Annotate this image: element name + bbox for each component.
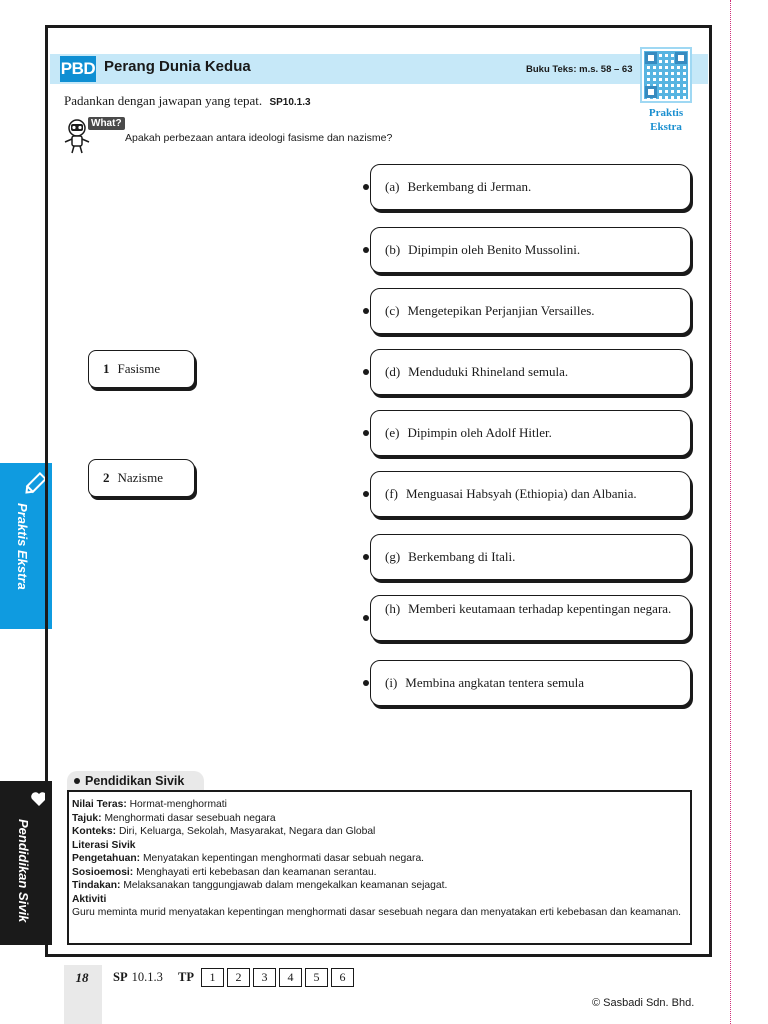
option-text: Membina angkatan tentera semula: [405, 675, 584, 691]
copyright: © Sasbadi Sdn. Bhd.: [592, 997, 695, 1009]
tp-level-box[interactable]: 4: [279, 968, 302, 987]
term-label: Fasisme: [117, 361, 161, 376]
civic-label: Tindakan:: [72, 880, 121, 891]
page-number: 18: [75, 970, 89, 985]
option-c[interactable]: [370, 288, 691, 334]
option-letter: (i): [385, 675, 398, 691]
connector-dot[interactable]: [363, 615, 369, 621]
civic-label: Sosioemosi:: [72, 866, 134, 878]
connector-dot[interactable]: [363, 554, 369, 560]
civic-row-sosioemosi: [72, 866, 688, 880]
civic-label: Tajuk:: [72, 812, 102, 824]
qr-label-line: Ekstra: [650, 121, 682, 134]
qr-label: [636, 106, 696, 135]
connector-dot[interactable]: [363, 369, 369, 375]
qr-code[interactable]: [640, 47, 692, 103]
option-text: Berkembang di Itali.: [408, 549, 516, 565]
option-text: Mengetepikan Perjanjian Versailles.: [407, 303, 595, 319]
pbd-badge: PBD: [60, 56, 96, 82]
civic-label: Pengetahuan:: [72, 853, 141, 864]
civic-value: Diri, Keluarga, Sekolah, Masyarakat, Negara dan Global: [118, 826, 376, 837]
civic-row-aktiviti: [72, 893, 688, 907]
option-h[interactable]: [370, 595, 691, 641]
standard-code: SP10.1.3: [269, 97, 311, 108]
option-letter: (g): [385, 549, 401, 565]
connector-dot[interactable]: [363, 247, 369, 253]
option-letter: (d): [385, 364, 401, 380]
qr-pattern: [644, 51, 688, 99]
option-i[interactable]: [370, 660, 691, 706]
civic-section-body: [72, 798, 688, 920]
term-number: 1: [103, 361, 110, 376]
connector-dot[interactable]: [363, 491, 369, 497]
civic-value: Hormat-menghormati: [129, 799, 227, 810]
connector-dot[interactable]: [363, 308, 369, 314]
instruction: [64, 93, 311, 109]
term-label: Nazisme: [117, 470, 163, 485]
textbook-reference: Buku Teks: m.s. 58 – 63: [526, 64, 633, 75]
civic-label: Konteks:: [72, 826, 117, 837]
civic-section-title: Pendidikan Sivik: [67, 771, 204, 791]
option-text: Dipimpin oleh Benito Mussolini.: [408, 242, 581, 258]
civic-value: Melaksanakan tanggungjawab dalam mengekalkan keamanan sejagat.: [123, 880, 448, 891]
civic-label: Literasi Sivik: [72, 839, 136, 851]
option-text: Memberi keutamaan terhadap kepentingan negara.: [408, 601, 672, 616]
civic-label: Aktiviti: [72, 893, 107, 905]
tp-level-box[interactable]: 3: [253, 968, 276, 987]
option-text: Dipimpin oleh Adolf Hitler.: [407, 425, 552, 441]
civic-value: Menyatakan kepentingan menghormati dasar sebuah negara.: [142, 853, 425, 864]
qr-finder: [645, 52, 657, 64]
what-badge: What?: [88, 117, 125, 130]
option-text: Berkembang di Jerman.: [407, 179, 532, 195]
term-number: 2: [103, 470, 110, 485]
footer-sp-label: SP: [113, 970, 128, 984]
option-text: Menguasai Habsyah (Ethiopia) dan Albania.: [406, 486, 637, 502]
term-box-fasisme[interactable]: [88, 350, 195, 388]
option-letter: (b): [385, 242, 401, 258]
instruction-text: Padankan dengan jawapan yang tepat.: [64, 93, 263, 108]
footer-sp-value: 10.1.3: [131, 970, 163, 984]
option-letter: (h): [385, 601, 401, 616]
option-f[interactable]: [370, 471, 691, 517]
civic-value: Menghayati erti kebebasan dan keamanan serantau.: [136, 866, 377, 878]
connector-dot[interactable]: [363, 680, 369, 686]
civic-row-nilai: [72, 798, 688, 812]
tp-level-box[interactable]: 2: [227, 968, 250, 987]
tp-level-box[interactable]: 6: [331, 968, 354, 987]
option-b[interactable]: [370, 227, 691, 273]
connector-dot[interactable]: [363, 184, 369, 190]
option-letter: (c): [385, 303, 400, 319]
page-trim-line: [730, 0, 731, 1024]
option-text: Menduduki Rhineland semula.: [408, 364, 569, 380]
question-text: Apakah perbezaan antara ideologi fasisme dan nazisme?: [125, 132, 393, 144]
connector-dot[interactable]: [363, 430, 369, 436]
option-letter: (e): [385, 425, 400, 441]
civic-row-tajuk: [72, 812, 688, 826]
tp-level-box[interactable]: 5: [305, 968, 328, 987]
page-title: Perang Dunia Kedua: [104, 58, 251, 75]
footer-tp-levels: [178, 968, 354, 987]
civic-value: Menghormati dasar sesebuah negara: [104, 812, 276, 824]
side-tab-label: Praktis Ekstra: [15, 503, 30, 590]
civic-row-konteks: [72, 825, 688, 839]
term-box-nazisme[interactable]: [88, 459, 195, 497]
option-a[interactable]: [370, 164, 691, 210]
civic-label: Nilai Teras:: [72, 799, 127, 810]
qr-label-line: Praktis: [648, 107, 684, 119]
qr-finder: [675, 52, 687, 64]
option-letter: (a): [385, 179, 400, 195]
option-g[interactable]: [370, 534, 691, 580]
civic-activity-text: Guru meminta murid menyatakan kepentingan menghormati dasar sesebuah negara dan menyatakan erti kebebasan dan keamanan.: [72, 907, 682, 918]
footer-tp-label: TP: [178, 970, 194, 984]
civic-row-literasi: [72, 839, 688, 853]
civic-row-tindakan: [72, 879, 688, 893]
qr-finder: [645, 86, 657, 98]
civic-row-pengetahuan: [72, 852, 688, 866]
side-tab-label: Pendidikan Sivik: [16, 819, 31, 923]
option-letter: (f): [385, 486, 398, 502]
option-d[interactable]: [370, 349, 691, 395]
option-e[interactable]: [370, 410, 691, 456]
footer-standard: [113, 970, 163, 985]
tp-level-box[interactable]: 1: [201, 968, 224, 987]
